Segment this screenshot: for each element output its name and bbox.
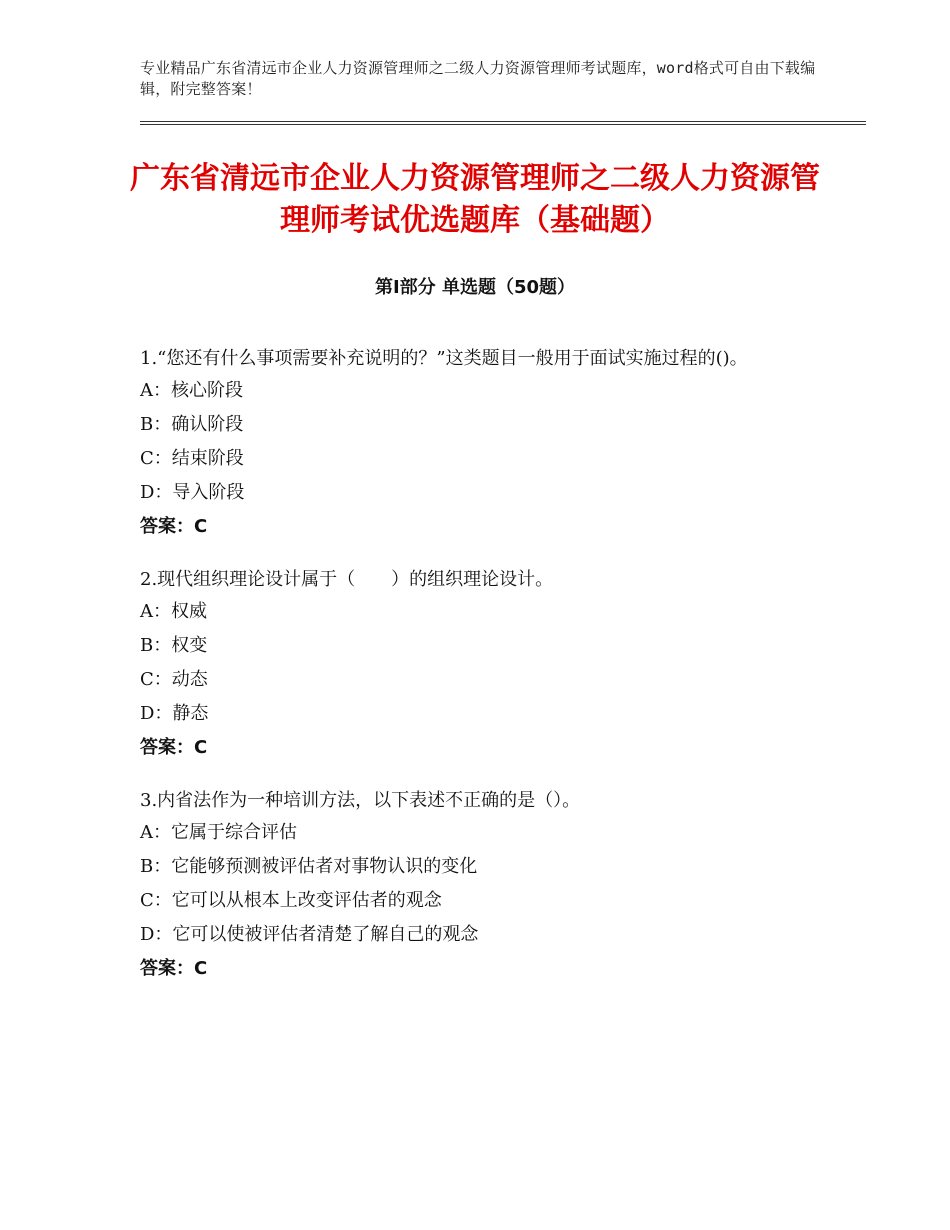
option-c: C：它可以从根本上改变评估者的观念 (140, 890, 442, 911)
option-b: B：权变 (140, 635, 208, 656)
question-item (140, 343, 820, 544)
header-note: 专业精品广东省清远市企业人力资源管理师之二级人力资源管理师考试题库，word格式可自由下载编辑，附完整答案！ (140, 59, 816, 98)
option-b: B：它能够预测被评估者对事物认识的变化 (140, 856, 478, 877)
option-c: C：动态 (140, 669, 208, 690)
option-d: D：静态 (140, 703, 209, 724)
question-text: 3.内省法作为一种培训方法，以下表述不正确的是（）。 (140, 790, 581, 811)
answer-text: 答案：C (140, 516, 208, 537)
question-list (140, 343, 820, 1006)
question-item (140, 785, 820, 986)
question-item (140, 564, 820, 765)
option-c: C：结束阶段 (140, 448, 244, 469)
option-a: A：权威 (140, 601, 207, 622)
section-heading: 第Ⅰ部分 单选题（50题） (374, 277, 575, 298)
answer-text: 答案：C (140, 737, 208, 758)
question-text: 2.现代组织理论设计属于（ ）的组织理论设计。 (140, 569, 554, 590)
option-a: A：它属于综合评估 (140, 822, 297, 843)
document-title: 广东省清远市企业人力资源管理师之二级人力资源管理师考试优选题库（基础题） (130, 161, 820, 238)
header-divider (140, 121, 866, 125)
question-text: 1.“您还有什么事项需要补充说明的？”这类题目一般用于面试实施过程的()。 (140, 348, 748, 369)
option-d: D：它可以使被评估者清楚了解自己的观念 (140, 924, 479, 945)
option-d: D：导入阶段 (140, 482, 245, 503)
answer-text: 答案：C (140, 958, 208, 979)
option-a: A：核心阶段 (140, 380, 243, 401)
option-b: B：确认阶段 (140, 414, 244, 435)
